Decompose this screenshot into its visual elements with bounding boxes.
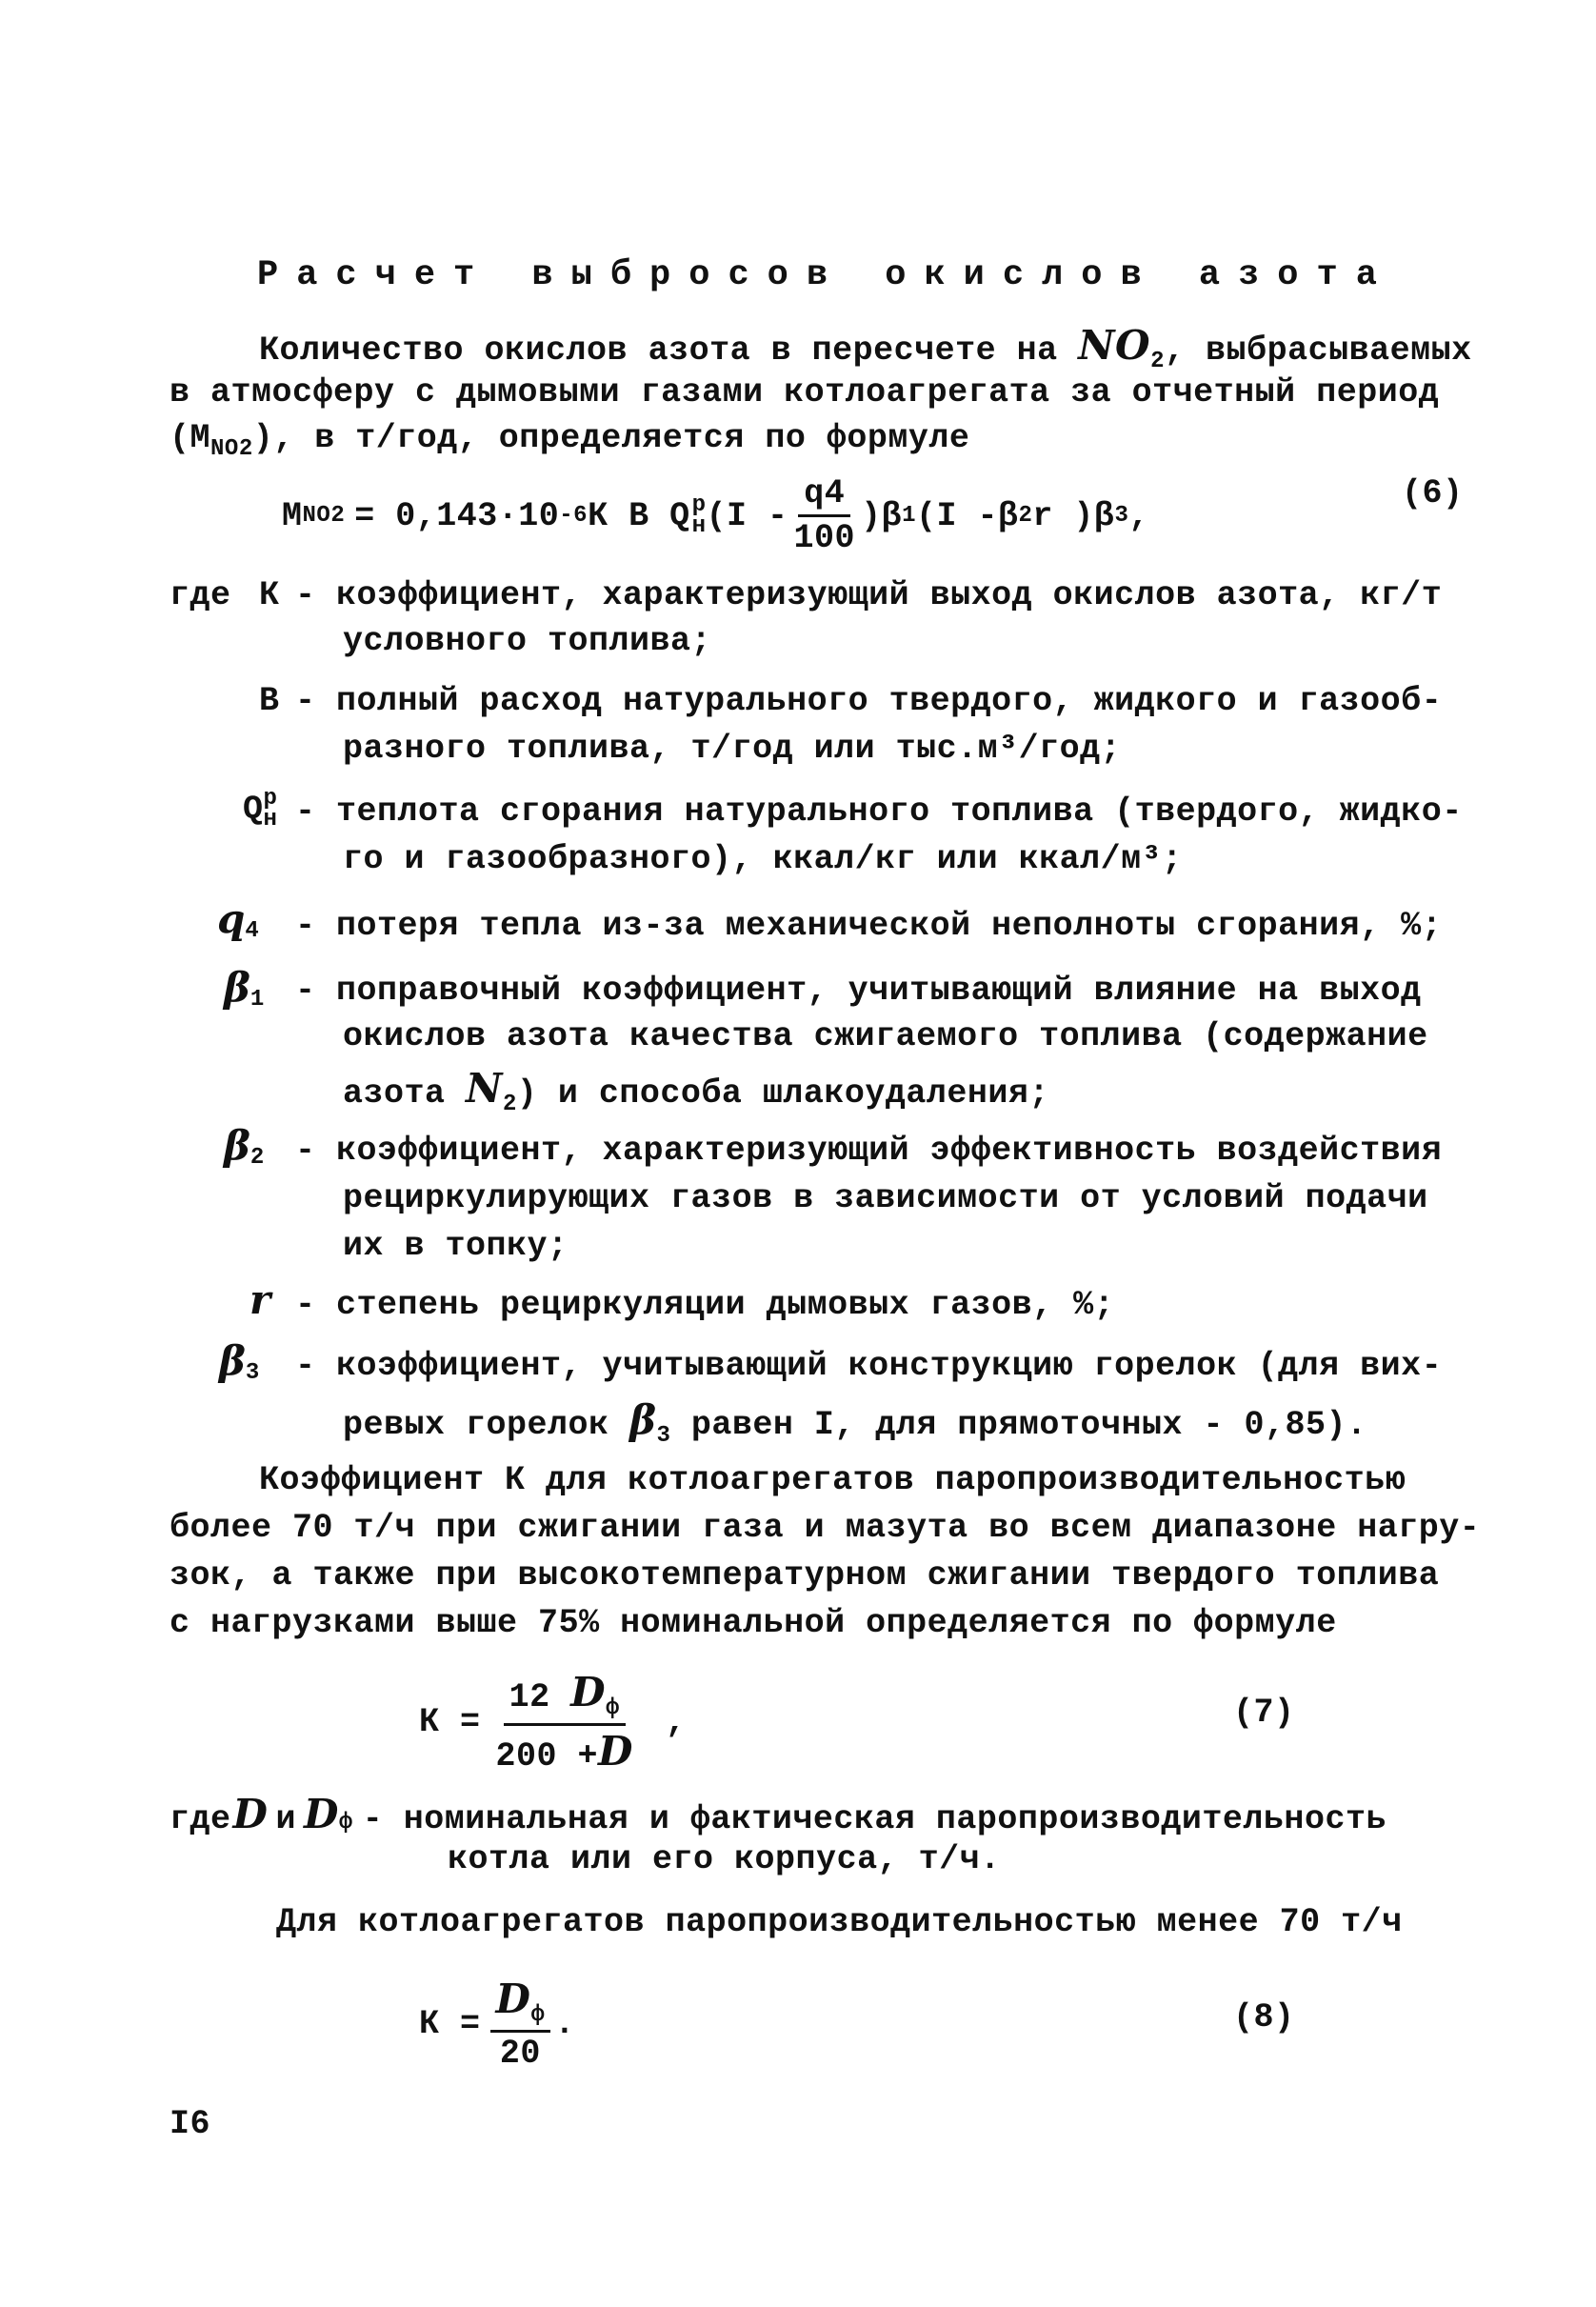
- def-beta1-line-2: окислов азота качества сжигаемого топлива (содержание: [343, 1017, 1428, 1055]
- def-b-line-2: разного топлива, т/год или тыс.м³/год;: [343, 730, 1122, 768]
- formula-8-number: (8): [1233, 1998, 1295, 2036]
- page-number: I6: [170, 2105, 211, 2143]
- no2-formula: $NO_2$: [1078, 322, 1166, 374]
- formula-6-number: (6): [1402, 474, 1464, 512]
- def-beta1-line-1: - поправочный коэффициент, учитывающий влияние на выход: [295, 972, 1422, 1010]
- paragraph-k-line-2: более 70 т/ч при сжигании газа и мазута во всем диапазоне нагру-: [170, 1509, 1481, 1547]
- def-q4-line-1: - потеря тепла из-за механической неполноты сгорания, %;: [295, 907, 1443, 945]
- def-beta1-line-3: азота $N_2$) и способа шлакоудаления;: [343, 1065, 1049, 1117]
- def-k-line-1: - коэффициент, характеризующий выход окислов азота, кг/т: [295, 576, 1443, 614]
- def-q-line-1: - теплота сгорания натурального топлива (твердого, жидко-: [295, 792, 1463, 831]
- formula-8-fraction: $\frac{D_ф}{20}$: [490, 1976, 551, 2073]
- def-q4-symbol: $q_4$: [217, 895, 259, 945]
- def-r-line-1: - степень рециркуляции дымовых газов, %;: [295, 1286, 1115, 1324]
- formula-7: К = $\frac{12 D_ф}{200 +D}$ ,: [419, 1669, 687, 1775]
- paragraph-k-line-3: зок, а также при высокотемпературном сжигании твердого топлива: [170, 1556, 1440, 1595]
- def-beta3-line-1: - коэффициент, учитывающий конструкцию горелок (для вих-: [295, 1347, 1443, 1385]
- where-label: где: [170, 576, 231, 614]
- def-beta3-line-2: ревых горелок $\beta_3$ равен I, для прямоточных - 0,85).: [343, 1396, 1367, 1449]
- def-q-symbol: Q р н: [243, 786, 278, 833]
- intro-line-3: $(M_{NO2})$, в т/год, определяется по формуле: [170, 419, 970, 462]
- def-q-line-2: го и газообразного), ккал/кг или ккал/м³;: [343, 840, 1183, 878]
- formula-6-fraction: $\frac{q4}{100}$: [793, 474, 856, 557]
- def-k-symbol: К: [259, 576, 280, 614]
- paragraph-small-boilers: Для котлоагрегатов паропроизводительностью менее 70 т/ч: [276, 1903, 1403, 1941]
- def-d-line-1: где D и D $_ф$ - номинальная и фактическая паропроизводительность: [170, 1791, 1387, 1838]
- def-d-line-2: котла или его корпуса, т/ч.: [448, 1840, 1001, 1878]
- def-beta2-line-3: их в топку;: [343, 1227, 569, 1265]
- section-title: Расчет выбросов окислов азота: [257, 255, 1395, 295]
- def-beta2-symbol: $\beta_2$: [224, 1122, 265, 1172]
- def-b-line-1: - полный расход натурального твердого, жидкого и газооб-: [295, 682, 1443, 720]
- def-b-symbol: В: [259, 682, 280, 720]
- def-beta2-line-1: - коэффициент, характеризующий эффективность воздействия: [295, 1132, 1443, 1170]
- def-k-line-2: условного топлива;: [343, 622, 712, 660]
- paragraph-k-line-1: Коэффициент К для котлоагрегатов паропроизводительностью: [259, 1461, 1406, 1499]
- intro-line-2: в атмосферу с дымовыми газами котлоагрегата за отчетный период: [170, 373, 1440, 411]
- def-beta3-symbol: $\beta_3$: [219, 1337, 260, 1387]
- formula-6: M NO2 = 0,143·10 -6 К В Q р н (I - $\frac{q4}{100}$ )β 1 (I -β 2 r )β 3 ,: [282, 474, 1149, 557]
- def-beta1-symbol: $\beta_1$: [224, 964, 265, 1013]
- formula-8: К = $\frac{D_ф}{20}$ .: [419, 1976, 575, 2073]
- def-beta2-line-2: рециркулирующих газов в зависимости от условий подачи: [343, 1179, 1428, 1217]
- intro-line-1: Количество окислов азота в пересчете на $NO_2$, выбрасываемых: [259, 322, 1472, 374]
- formula-7-fraction: $\frac{12 D_ф}{200 +D}$: [495, 1669, 633, 1775]
- formula-7-number: (7): [1233, 1694, 1295, 1732]
- def-r-symbol: r: [249, 1276, 271, 1323]
- paragraph-k-line-4: с нагрузками выше 75% номинальной определяется по формуле: [170, 1604, 1337, 1642]
